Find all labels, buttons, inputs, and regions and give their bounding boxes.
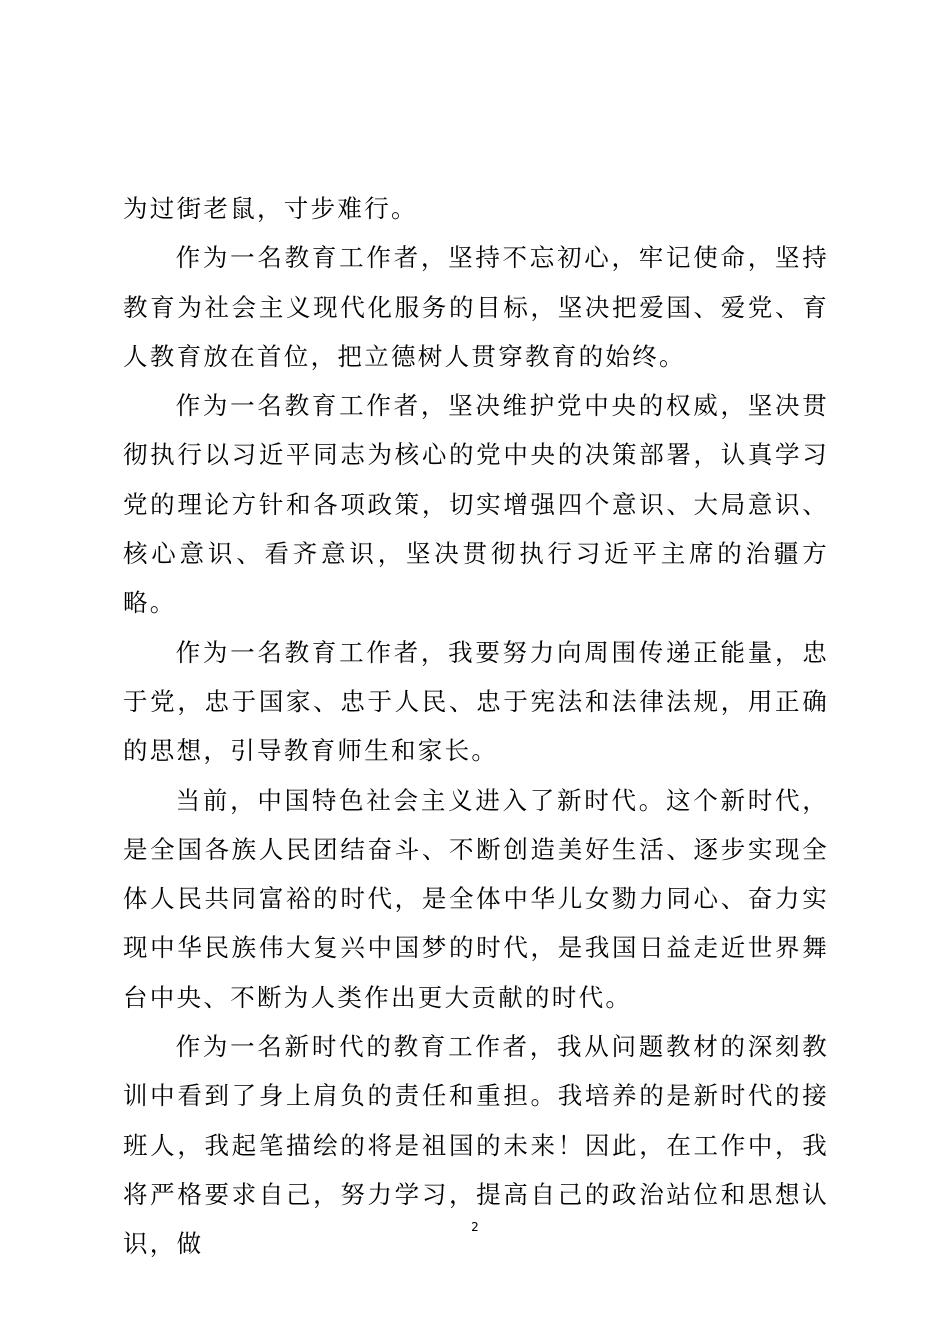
paragraph-1: 为过街老鼠，寸步难行。 bbox=[123, 194, 418, 223]
paragraph-5: 当前，中国特色社会主义进入了新时代。这个新时代，是全国各族人民团结奋斗、不断创造美好生活、逐步实现全体人民共同富裕的时代，是全体中华儿女勠力同心、奋力实现中华民族伟大复兴中国梦的时代，是我国日益走近世界舞台中央、不断为人类作出更大贡献的时代。 bbox=[123, 785, 829, 1012]
paragraph-2: 作为一名教育工作者，坚持不忘初心，牢记使命，坚持教育为社会主义现代化服务的目标，坚决把爱国、爱党、育人教育放在首位，把立德树人贯穿教育的始终。 bbox=[123, 243, 829, 371]
paragraph-4: 作为一名教育工作者，我要努力向周围传递正能量，忠于党，忠于国家、忠于人民、忠于宪法和法律法规，用正确的思想，引导教育师生和家长。 bbox=[123, 637, 829, 766]
page-number: 2 bbox=[471, 1220, 479, 1234]
document-body bbox=[123, 184, 829, 1269]
paragraph-3: 作为一名教育工作者，坚决维护党中央的权威，坚决贯彻执行以习近平同志为核心的党中央的决策部署，认真学习党的理论方针和各项政策，切实增强四个意识、大局意识、核心意识、看齐意识，坚决贯彻执行习近平主席的治疆方略。 bbox=[123, 391, 829, 618]
paragraph-6: 作为一名新时代的教育工作者，我从问题教材的深刻教训中看到了身上肩负的责任和重担。我培养的是新时代的接班人，我起笔描绘的将是祖国的未来！因此，在工作中，我将严格要求自己，努力学习，提高自己的政治站位和思想认识，做 bbox=[123, 1032, 829, 1259]
